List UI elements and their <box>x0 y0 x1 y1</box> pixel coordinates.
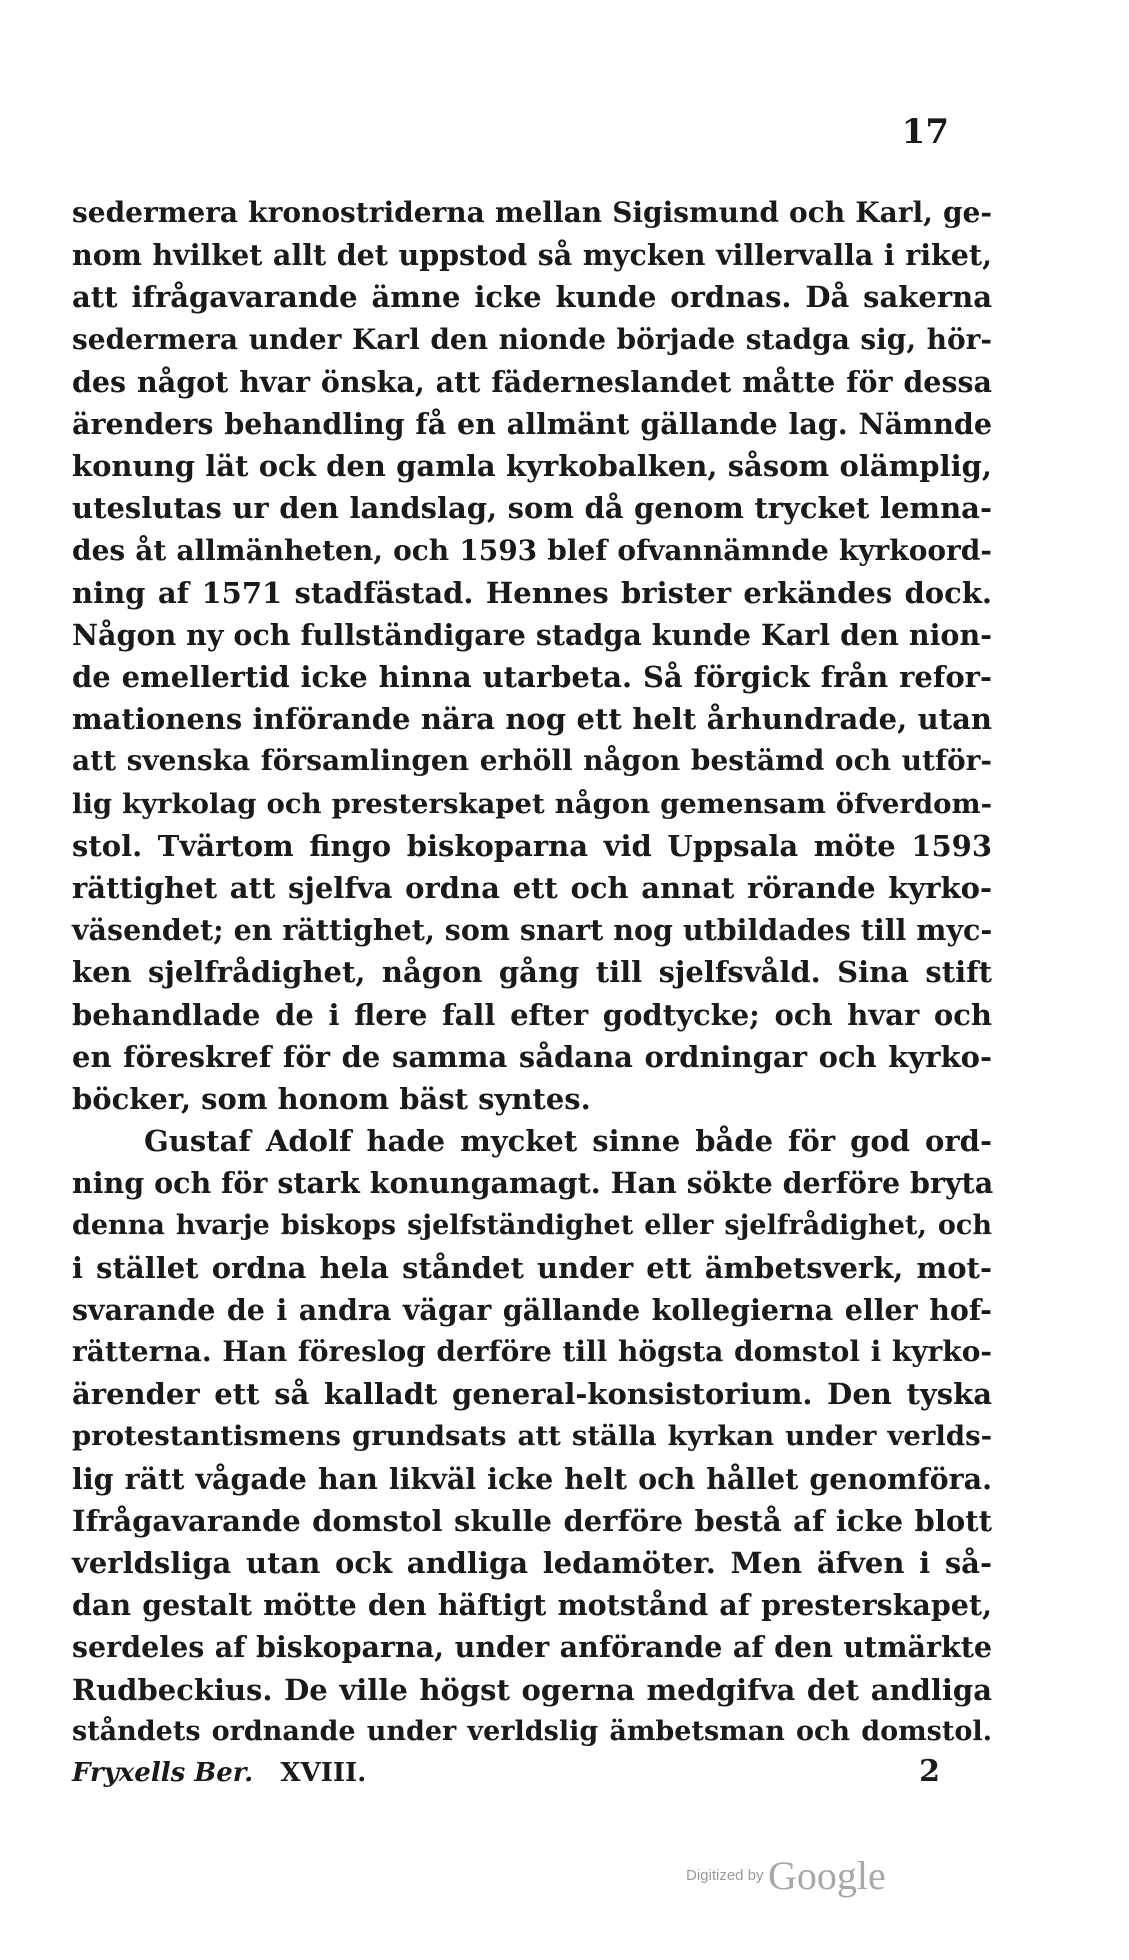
text-line: rätterna. Han föreslog derföre till högsta domstol i kyrko- <box>72 1335 992 1369</box>
text-line: att svenska församlingen erhöll någon bestämd och utför- <box>72 744 992 778</box>
text-line: behandlade de i flere fall efter godtycke; och hvar och <box>72 997 992 1032</box>
watermark-prefix: Digitized by <box>686 1867 764 1884</box>
footer-author: Fryxells Ber. <box>72 1758 254 1788</box>
text-line: mationens införande nära nog ett helt århundrade, utan <box>72 702 992 737</box>
text-line: nom hvilket allt det uppstod så mycken villervalla i riket, <box>72 238 992 273</box>
watermark-logo: Google <box>768 1853 886 1898</box>
text-line: uteslutas ur den landslag, som då genom trycket lemna- <box>72 491 992 526</box>
text-line: denna hvarje biskops sjelfständighet eller sjelfrådighet, och <box>72 1209 992 1241</box>
text-line: väsendet; en rättighet, som snart nog utbildades till myc- <box>72 913 993 948</box>
text-line: stol. Tvärtom fingo biskoparna vid Uppsala möte 1593 <box>72 828 992 863</box>
footer-volume: XVIII. <box>280 1758 367 1788</box>
text-line: ning och för stark konungamagt. Han sökte derföre bryta <box>72 1166 994 1201</box>
text-line: serdeles af biskoparna, under anförande af den utmärkte <box>72 1630 992 1665</box>
body-text <box>72 192 992 1753</box>
signature-line <box>72 1758 366 1788</box>
text-line: verldsliga utan ock andliga ledamöter. Men äfven i så- <box>72 1546 992 1580</box>
text-line-paragraph-start: Gustaf Adolf hade mycket sinne både för god ord- <box>144 1124 992 1159</box>
text-line: böcker, som honom bäst syntes. <box>72 1081 591 1116</box>
page-number: 17 <box>901 112 949 152</box>
text-line: i stället ordna hela ståndet under ett ämbetsverk, mot- <box>72 1250 992 1285</box>
text-line: ärenders behandling få en allmänt gällande lag. Nämnde <box>72 406 992 441</box>
text-line: de emellertid icke hinna utarbeta. Så förgick från refor- <box>72 660 992 695</box>
text-line: Ifrågavarande domstol skulle derföre bestå af icke blott <box>72 1503 992 1538</box>
text-line: rättighet att sjelfva ordna ett och annat rörande kyrko- <box>72 871 992 905</box>
text-line: des åt allmänheten, och 1593 blef ofvannämnde kyrkoord- <box>72 533 992 567</box>
text-line: ning af 1571 stadfästad. Hennes brister erkändes dock. <box>72 575 992 610</box>
text-line: att ifrågavarande ämne icke kunde ordnas. Då sakerna <box>72 280 992 315</box>
text-line: Någon ny och fullständigare stadga kunde Karl den nion- <box>72 617 992 652</box>
text-line: sedermera under Karl den nionde började stadga sig, hör- <box>72 322 992 356</box>
text-line: Rudbeckius. De ville högst ogerna medgifva det andliga <box>72 1672 992 1707</box>
text-line: lig kyrkolag och presterskapet någon gemensam öfverdom- <box>72 787 992 820</box>
text-line: en föreskref för de samma sådana ordningar och kyrko- <box>72 1039 992 1074</box>
text-line: ståndets ordnande under verldslig ämbetsman och domstol. <box>72 1715 992 1747</box>
text-line: svarande de i andra vägar gällande kollegierna eller hof- <box>72 1292 992 1327</box>
digitized-watermark <box>686 1852 886 1899</box>
text-line: dan gestalt mötte den häftigt motstånd af presterskapet, <box>72 1588 992 1623</box>
text-line: ken sjelfrådighet, någon gång till sjelfsvåld. Sina stift <box>72 955 992 990</box>
text-line: des något hvar önska, att fäderneslandet måtte för dessa <box>72 364 992 399</box>
page-footer <box>72 1754 952 1798</box>
text-line: ärender ett så kalladt general-konsistorium. Den tyska <box>72 1377 992 1412</box>
text-line: protestantismens grundsats att ställa kyrkan under verlds- <box>72 1420 992 1453</box>
text-line: sedermera kronostriderna mellan Sigismund och Karl, ge- <box>72 196 992 229</box>
text-line: konung lät ock den gamla kyrkobalken, såsom olämplig, <box>72 449 992 484</box>
signature-mark: 2 <box>919 1754 940 1789</box>
text-line: lig rätt vågade han likväl icke helt och hållet genomföra. <box>72 1461 992 1496</box>
